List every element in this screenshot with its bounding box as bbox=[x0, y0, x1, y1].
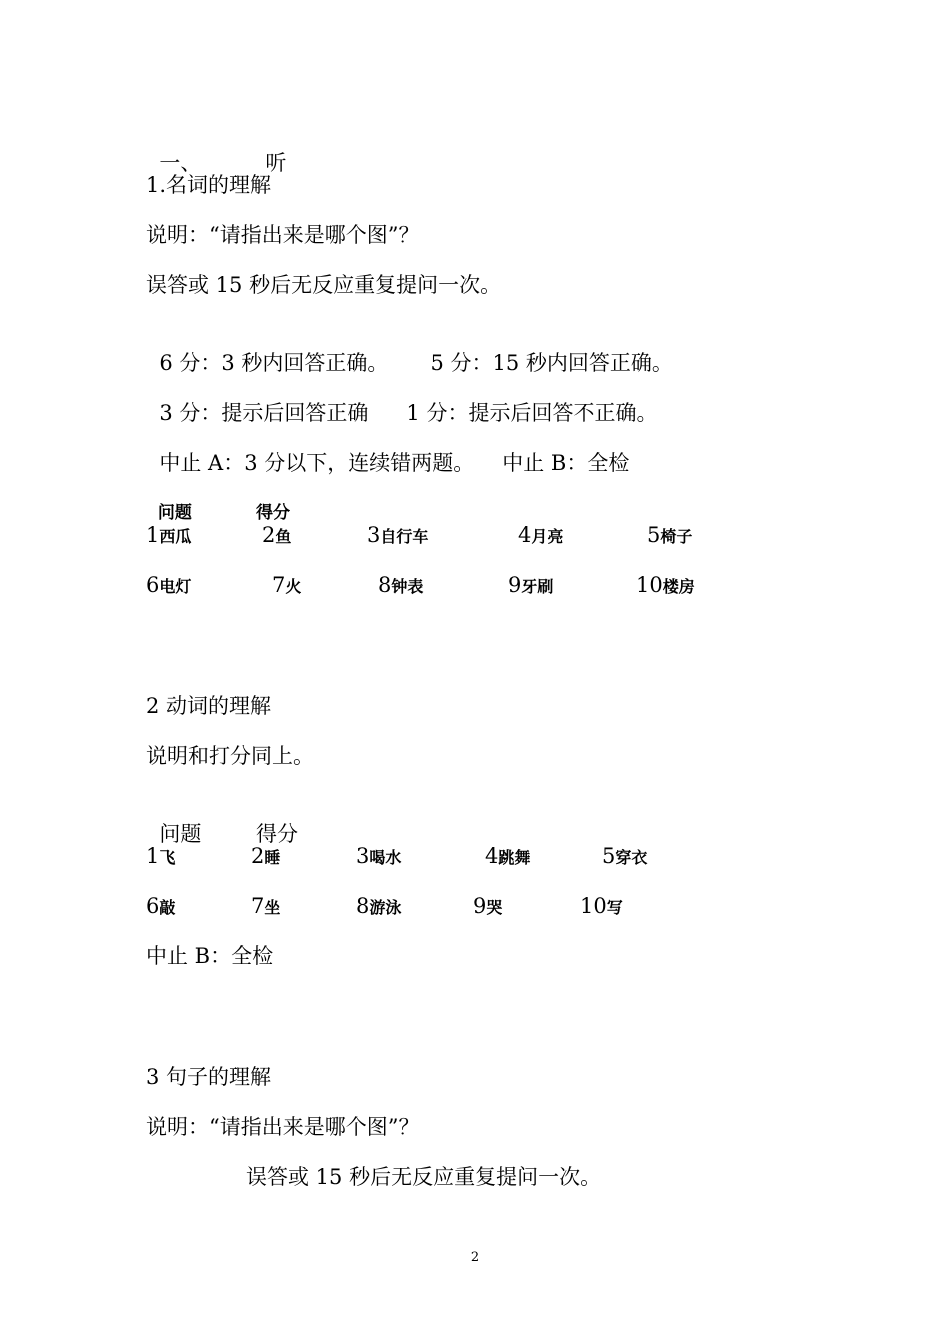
noun-score-line-2 bbox=[146, 371, 657, 427]
verb-item: 2睡 bbox=[251, 844, 281, 868]
noun-item: 6电灯 bbox=[146, 573, 192, 597]
noun-table-header bbox=[146, 471, 290, 527]
noun-item: 7火 bbox=[272, 573, 302, 597]
col-question: 问题 bbox=[159, 822, 202, 846]
col-question: 问题 bbox=[157, 503, 192, 523]
noun-instruction: 说明：“请指出来是哪个图”？ bbox=[146, 223, 420, 247]
verb-table-header bbox=[146, 792, 298, 848]
noun-item: 4月亮 bbox=[518, 523, 564, 547]
noun-item: 2鱼 bbox=[262, 523, 292, 547]
verb-item: 8游泳 bbox=[356, 894, 402, 918]
noun-heading: 1.名词的理解 bbox=[146, 173, 272, 197]
noun-stop-rules bbox=[146, 421, 629, 477]
score-5: 5 分：15 秒内回答正确。 bbox=[430, 351, 673, 375]
noun-item: 8钟表 bbox=[378, 573, 424, 597]
score-3: 3 分：提示后回答正确 bbox=[159, 401, 369, 425]
verb-item: 1飞 bbox=[146, 844, 176, 868]
verb-item: 10写 bbox=[580, 894, 623, 918]
verb-instruction: 说明和打分同上。 bbox=[146, 744, 314, 768]
sentence-instruction: 说明：“请指出来是哪个图”？ bbox=[146, 1115, 420, 1139]
verb-item: 7坐 bbox=[251, 894, 281, 918]
noun-item: 9牙刷 bbox=[508, 573, 554, 597]
score-1: 1 分：提示后回答不正确。 bbox=[406, 401, 658, 425]
sentence-heading: 3 句子的理解 bbox=[146, 1065, 272, 1089]
section-index: 一、 bbox=[159, 151, 202, 175]
noun-item: 10楼房 bbox=[636, 573, 695, 597]
verb-item: 4跳舞 bbox=[485, 844, 531, 868]
stop-b: 中止 B：全检 bbox=[502, 451, 630, 475]
col-score: 得分 bbox=[256, 503, 290, 523]
verb-item: 6敲 bbox=[146, 894, 176, 918]
sentence-repeat-rule: 误答或 15 秒后无反应重复提问一次。 bbox=[246, 1165, 602, 1189]
noun-item: 3自行车 bbox=[367, 523, 429, 547]
noun-item: 1西瓜 bbox=[146, 523, 192, 547]
section-title: 听 bbox=[265, 151, 287, 175]
stop-a: 中止 A：3 分以下，连续错两题。 bbox=[159, 451, 475, 475]
noun-repeat-rule: 误答或 15 秒后无反应重复提问一次。 bbox=[146, 273, 502, 297]
verb-item: 9哭 bbox=[473, 894, 503, 918]
verb-stop-rule: 中止 B：全检 bbox=[146, 944, 274, 968]
col-score: 得分 bbox=[256, 822, 298, 846]
verb-item: 5穿衣 bbox=[602, 844, 648, 868]
section-heading bbox=[146, 121, 286, 177]
page-number: 2 bbox=[470, 1250, 480, 1265]
verb-heading: 2 动词的理解 bbox=[146, 694, 272, 718]
score-6: 6 分：3 秒内回答正确。 bbox=[159, 351, 389, 375]
noun-item: 5椅子 bbox=[647, 523, 693, 547]
noun-score-line-1 bbox=[146, 321, 673, 377]
verb-item: 3喝水 bbox=[356, 844, 402, 868]
